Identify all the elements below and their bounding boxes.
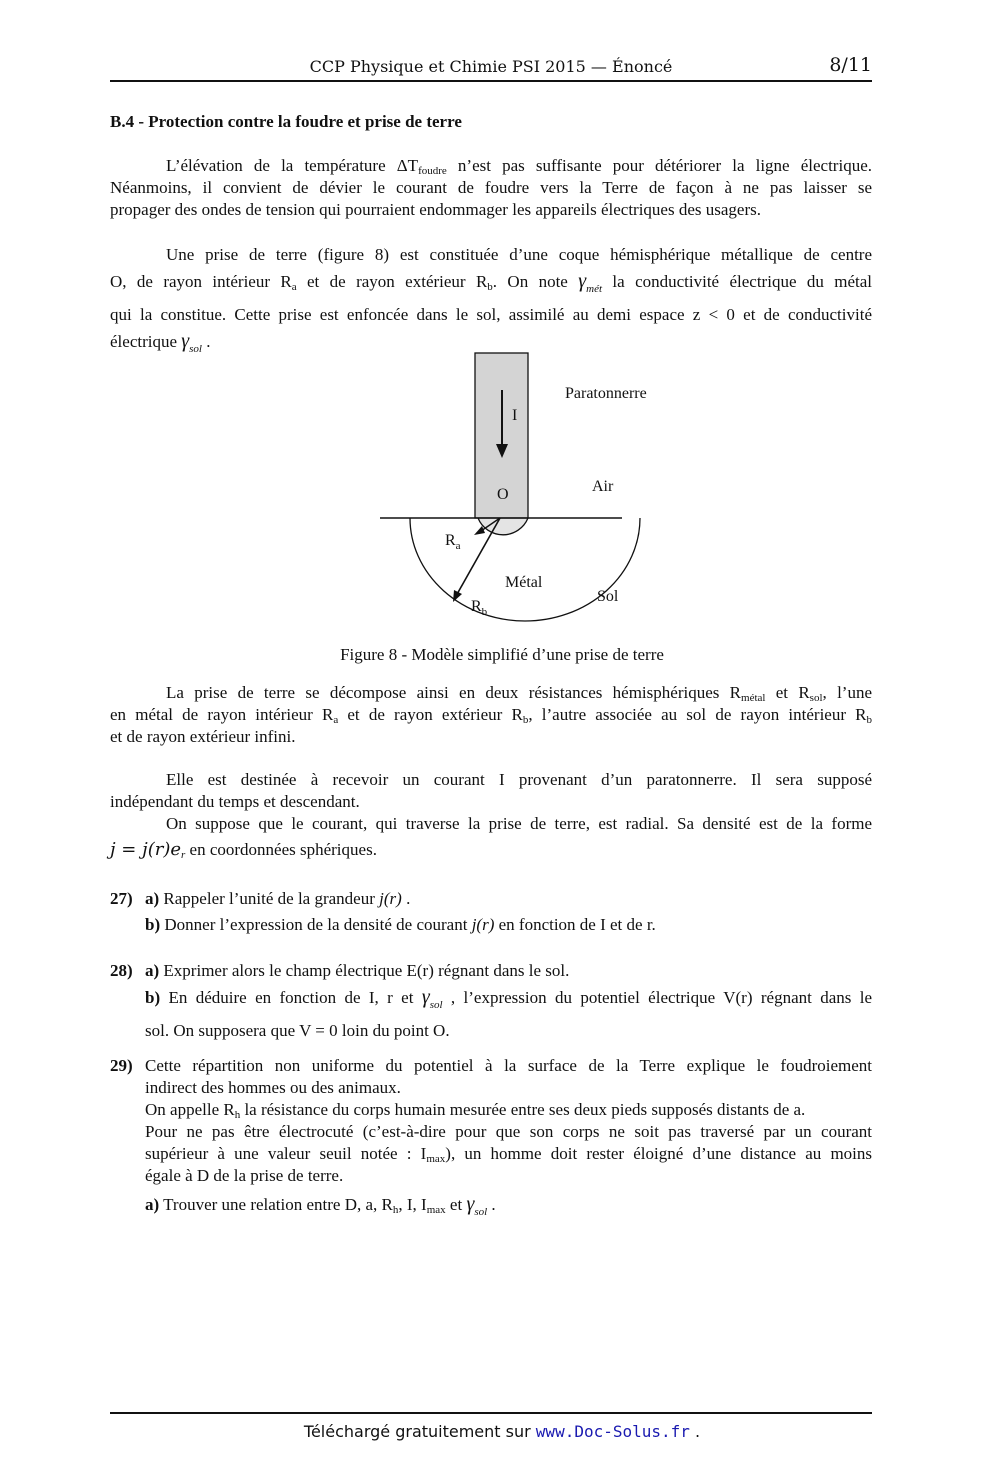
figure-8 xyxy=(370,350,670,630)
part-a-label: a) xyxy=(145,889,160,908)
q28-gsub: sol xyxy=(429,999,443,1011)
p4-line-3: On suppose que le courant, qui traverse la prise de terre, est radial. Sa densité est de la forme xyxy=(166,814,872,833)
figure-caption: Figure 8 - Modèle simplifié d’une prise de terre xyxy=(340,645,664,664)
p2-line-3: qui la constitue. Cette prise est enfoncée dans le sol, assimilé au demi espace z < 0 et de conductivité xyxy=(110,305,872,324)
p4-line-1: Elle est destinée à recevoir un courant I provenant d’un paratonnerre. Il sera supposé xyxy=(166,770,872,789)
p3-line-3: et de rayon extérieur infini. xyxy=(110,727,296,746)
p2-text-c: . On note xyxy=(492,272,579,291)
p2-gsub-met: mét xyxy=(586,283,603,295)
q29-a-text: Trouver une relation entre D, a, R xyxy=(159,1195,393,1214)
q28-b-text1: En déduire en fonction de I, r et xyxy=(160,988,422,1007)
question-27 xyxy=(110,886,872,938)
radius-b-arrow xyxy=(456,518,500,596)
section-title: B.4 - Protection contre la foudre et prise de terre xyxy=(110,112,462,131)
q29-l5a: supérieur à une valeur seuil notée : I xyxy=(145,1144,427,1163)
p2-sub-a: a xyxy=(291,281,297,293)
q29-a-sub-max: max xyxy=(426,1204,446,1216)
question-number: 27) xyxy=(110,889,133,908)
label-air: Air xyxy=(592,478,614,495)
label-sol: Sol xyxy=(597,588,619,605)
p3-line2-a: en métal de rayon intérieur R xyxy=(110,705,334,724)
part-a-label: a) xyxy=(145,1195,160,1214)
page-header xyxy=(110,54,872,82)
q28-a-text: Exprimer alors le champ électrique E(r) régnant dans le sol. xyxy=(159,961,570,980)
paragraph-3 xyxy=(110,682,872,748)
p3-sub-b2: b xyxy=(866,714,873,726)
p2-line-4-end: . xyxy=(202,332,211,351)
current-density-formula: j = j(r)e xyxy=(110,839,181,860)
p2-line-1: Une prise de terre (figure 8) est constituée d’une coque hémisphérique métallique de centre xyxy=(166,245,872,264)
footer-link[interactable]: www.Doc-Solus.fr xyxy=(535,1422,690,1441)
page-footer xyxy=(0,1421,1004,1443)
p3-sub-metal: métal xyxy=(741,692,766,704)
label-paratonnerre: Paratonnerre xyxy=(565,385,647,402)
p3-text-b: et R xyxy=(765,683,810,702)
question-29 xyxy=(110,1055,872,1225)
q27-a-text: Rappeler l’unité de la grandeur xyxy=(159,889,380,908)
q29-line-6: égale à D de la prise de terre. xyxy=(145,1166,344,1185)
formula-sub-r: r xyxy=(181,849,186,861)
p3-text-c: , l’une xyxy=(822,683,872,702)
p2-gsub-sol: sol xyxy=(189,343,202,355)
question-number: 29) xyxy=(110,1056,133,1075)
p3-line2-b: et de rayon extérieur R xyxy=(338,705,523,724)
label-current: I xyxy=(512,407,518,424)
ground-rod-diagram xyxy=(370,350,670,630)
q29-line-1: Cette répartition non uniforme du potentiel à la surface de la Terre explique le foudroiement xyxy=(145,1056,872,1075)
p3-text-a: La prise de terre se décompose ainsi en deux résistances hémisphériques R xyxy=(166,683,742,702)
question-number: 28) xyxy=(110,961,133,980)
p1-line-2: Néanmoins, il convient de dévier le courant de foudre vers la Terre de façon à ne pas laisser se xyxy=(110,178,872,197)
q29-a-end: . xyxy=(487,1195,496,1214)
question-28 xyxy=(110,958,872,1044)
p3-sub-b: b xyxy=(522,714,529,726)
part-b-label: b) xyxy=(145,915,161,934)
q27-b-end: en fonction de I et de r. xyxy=(494,915,656,934)
p1-text-b: n’est pas suffisante pour détériorer la ligne électrique. xyxy=(446,156,872,175)
q29-line-4: Pour ne pas être électrocuté (c’est-à-dire pour que son corps ne soit pas traversé par un courant xyxy=(145,1122,872,1141)
paragraph-2 xyxy=(110,242,872,362)
header-title: CCP Physique et Chimie PSI 2015 — Énoncé xyxy=(309,57,673,76)
page-number: 8/11 xyxy=(829,54,872,76)
p4-line-2: indépendant du temps et descendant. xyxy=(110,792,360,811)
p2-line-4: électrique xyxy=(110,332,182,351)
p1-sub: foudre xyxy=(418,165,447,177)
q27-b-jr: j(r) xyxy=(471,915,495,934)
label-rb: $R_b$ xyxy=(471,598,488,618)
part-b-label: b) xyxy=(145,988,161,1007)
q29-l3b: la résistance du corps humain mesurée entre ses deux pieds supposés distants de a. xyxy=(240,1100,806,1119)
footer-rule xyxy=(110,1412,872,1414)
radius-a-arrowhead xyxy=(474,526,485,535)
p4-line-4: en coordonnées sphériques. xyxy=(185,840,377,859)
gamma-symbol: γ xyxy=(466,1193,475,1215)
q29-sub-h: h xyxy=(234,1109,241,1121)
q29-a-et: et xyxy=(445,1195,467,1214)
p2-sub-b: b xyxy=(487,281,493,293)
gamma-symbol: γ xyxy=(181,330,190,352)
q29-line-2: indirect des hommes ou des animaux. xyxy=(145,1078,401,1097)
part-a-label: a) xyxy=(145,961,160,980)
p2-text-a: O, de rayon intérieur R xyxy=(110,272,292,291)
q28-b-line2: sol. On supposera que V = 0 loin du point O. xyxy=(145,1021,450,1040)
radius-b-arrowhead xyxy=(453,590,462,602)
q29-l3a: On appelle R xyxy=(145,1100,235,1119)
p3-sub-a: a xyxy=(333,714,339,726)
label-origin: O xyxy=(497,486,509,503)
footer-text: Téléchargé gratuitement sur xyxy=(303,1422,536,1441)
label-metal: Métal xyxy=(505,574,543,591)
p1-line-3: propager des ondes de tension qui pourraient endommager les appareils électriques des usagers. xyxy=(110,200,761,219)
q29-sub-max: max xyxy=(426,1153,446,1165)
label-ra: $R_a$ xyxy=(445,532,461,552)
paragraph-4 xyxy=(110,769,872,861)
q27-a-end: . xyxy=(401,889,411,908)
paragraph-1 xyxy=(110,155,872,221)
p2-text-d: la conductivité électrique du métal xyxy=(602,272,873,291)
inner-hemisphere xyxy=(478,518,528,535)
p1-text-a: L’élévation de la température ΔT xyxy=(166,156,419,175)
gamma-symbol: γ xyxy=(578,270,587,292)
q28-b-text2: , l’expression du potentiel électrique V(r) régnant dans le xyxy=(442,988,872,1007)
p3-sub-sol: sol xyxy=(809,692,823,704)
q29-a-sub-h: h xyxy=(392,1204,399,1216)
p2-text-b: et de rayon extérieur R xyxy=(296,272,488,291)
q29-l5b: ), un homme doit rester éloigné d’une distance au moins xyxy=(445,1144,873,1163)
p3-line2-c: , l’autre associée au sol de rayon intérieur R xyxy=(528,705,867,724)
gamma-symbol: γ xyxy=(421,986,430,1008)
q29-gsub: sol xyxy=(474,1206,488,1218)
q27-b-text: Donner l’expression de la densité de courant xyxy=(160,915,472,934)
footer-end: . xyxy=(689,1422,701,1441)
q27-jr: j(r) xyxy=(379,889,402,908)
q29-a-mid: , I, I xyxy=(398,1195,427,1214)
